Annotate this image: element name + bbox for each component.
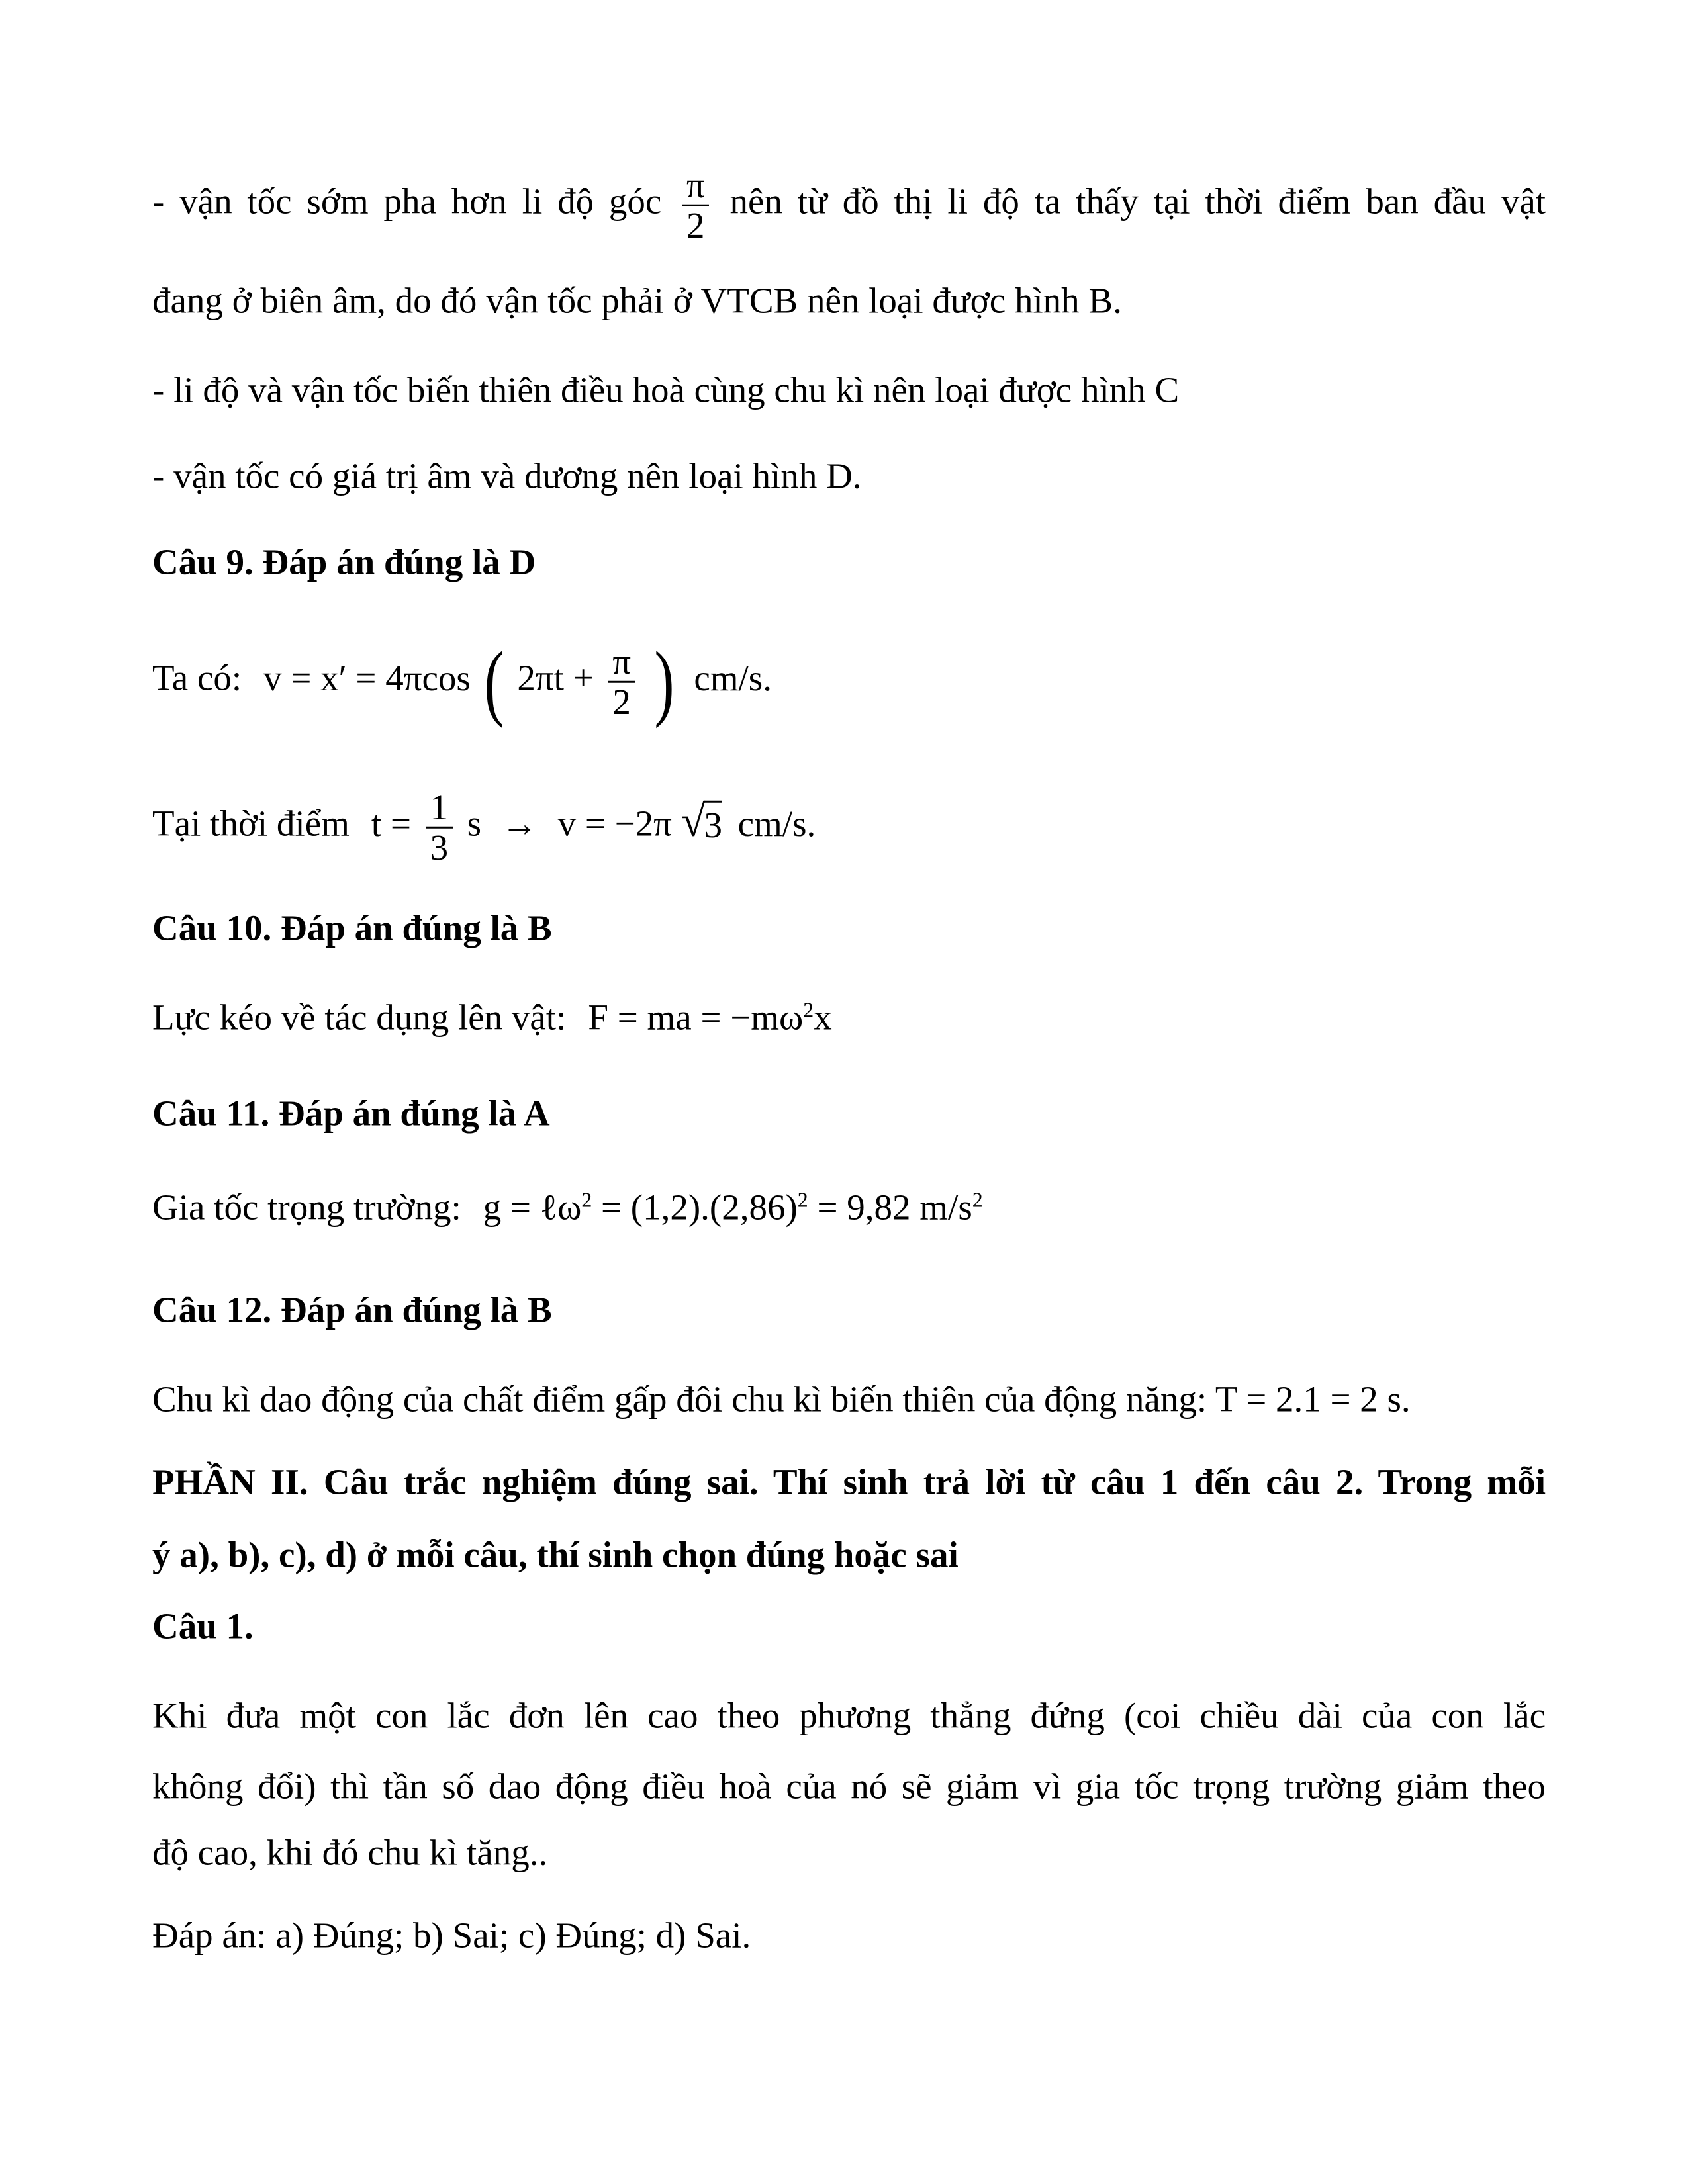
formula-part-3: = 9,82 m/s <box>808 1187 972 1228</box>
superscript-2: 2 <box>972 1188 983 1212</box>
formula-time-velocity <box>152 788 1546 867</box>
paragraph-pendulum-line3: độ cao, khi đó chu kì tăng.. <box>152 1832 548 1873</box>
formula-label: Ta có: <box>152 657 242 698</box>
fraction-denominator: 2 <box>608 681 635 721</box>
heading-cau-12: Câu 12. Đáp án đúng là B <box>152 1289 552 1330</box>
formula-unit: cm/s. <box>694 657 772 698</box>
bullet-velocity-phase-line1 <box>152 166 1546 245</box>
bullet-velocity-phase-line2: đang ở biên âm, do đó vận tốc phải ở VTCB nên loại được hình B. <box>152 280 1122 321</box>
superscript-2: 2 <box>581 1188 592 1212</box>
bullet-velocity-phase-text-before: - vận tốc sớm pha hơn li độ góc <box>152 181 662 222</box>
formula-lhs: v = x′ = 4πcos <box>263 657 471 698</box>
formula-inner-term: 2πt + <box>517 657 594 698</box>
fraction-numerator: π <box>686 164 705 205</box>
fraction-1-over-3 <box>426 788 453 867</box>
radical-sign: √ <box>680 796 706 846</box>
fraction-denominator: 2 <box>682 205 709 245</box>
heading-cau-9: Câu 9. Đáp án đúng là D <box>152 541 536 582</box>
paragraph-pendulum-line2: không đổi) thì tần số dao động điều hoà của nó sẽ giảm vì gia tốc trọng trường giảm theo <box>152 1766 1546 1807</box>
formula-t-equals: t = <box>371 803 411 844</box>
superscript-2: 2 <box>797 1188 808 1212</box>
formula-velocity-equation: Ta có: v = x′ = 4πcos ( 2πt + $\frac{\pi}{2}$ ) cm/s. <box>152 634 772 729</box>
bullet-velocity-sign: - vận tốc có giá trị âm và dương nên loại hình D. <box>152 455 862 496</box>
radicand: 3 <box>704 801 722 848</box>
square-root-of-3 <box>680 796 722 848</box>
formula-label: Lực kéo về tác dụng lên vật: <box>152 997 567 1038</box>
formula-restoring-force <box>152 995 1546 1041</box>
superscript-2: 2 <box>803 998 814 1022</box>
formula-base: F = ma = −mω <box>588 997 804 1038</box>
rightwards-arrow: → <box>501 803 538 844</box>
formula-gravitational-acceleration <box>152 1185 1546 1231</box>
fraction-numerator: π <box>612 641 632 682</box>
statement-period-double: Chu kì dao động của chất điểm gấp đôi chu kì biến thiên của động năng: T = 2.1 = 2 s. <box>152 1379 1411 1420</box>
fraction-pi-over-2 <box>682 166 709 245</box>
fraction-pi-over-2 <box>608 643 635 721</box>
heading-cau-1: Câu 1. <box>152 1606 254 1647</box>
formula-unit: cm/s. <box>737 803 816 844</box>
formula-seconds: s <box>467 803 482 844</box>
formula-rhs: v = −2π <box>557 803 672 844</box>
formula-label: Tại thời điểm <box>152 803 350 844</box>
fraction-numerator: 1 <box>430 786 449 827</box>
formula-part-1: g = ℓω <box>483 1187 582 1228</box>
formula-label: Gia tốc trọng trường: <box>152 1187 461 1228</box>
heading-phan-2-line1: PHẦN II. Câu trắc nghiệm đúng sai. Thí sinh trả lời từ câu 1 đến câu 2. Trong mỗi <box>152 1461 1546 1502</box>
heading-phan-2-line2: ý a), b), c), d) ở mỗi câu, thí sinh chọn đúng hoặc sai <box>152 1534 959 1575</box>
heading-cau-10: Câu 10. Đáp án đúng là B <box>152 907 552 948</box>
answer-line: Đáp án: a) Đúng; b) Sai; c) Đúng; d) Sai. <box>152 1915 751 1956</box>
fraction-denominator: 3 <box>426 827 453 867</box>
bullet-period-same: - li độ và vận tốc biến thiên điều hoà cùng chu kì nên loại được hình C <box>152 369 1180 410</box>
heading-cau-11: Câu 11. Đáp án đúng là A <box>152 1093 550 1134</box>
formula-part-2: = (1,2).(2,86) <box>592 1187 798 1228</box>
bullet-velocity-phase-text-after: nên từ đồ thị li độ ta thấy tại thời điểm ban đầu vật <box>729 181 1546 222</box>
paragraph-pendulum-line1: Khi đưa một con lắc đơn lên cao theo phương thẳng đứng (coi chiều dài của con lắc <box>152 1695 1546 1736</box>
formula-tail: x <box>814 997 832 1038</box>
